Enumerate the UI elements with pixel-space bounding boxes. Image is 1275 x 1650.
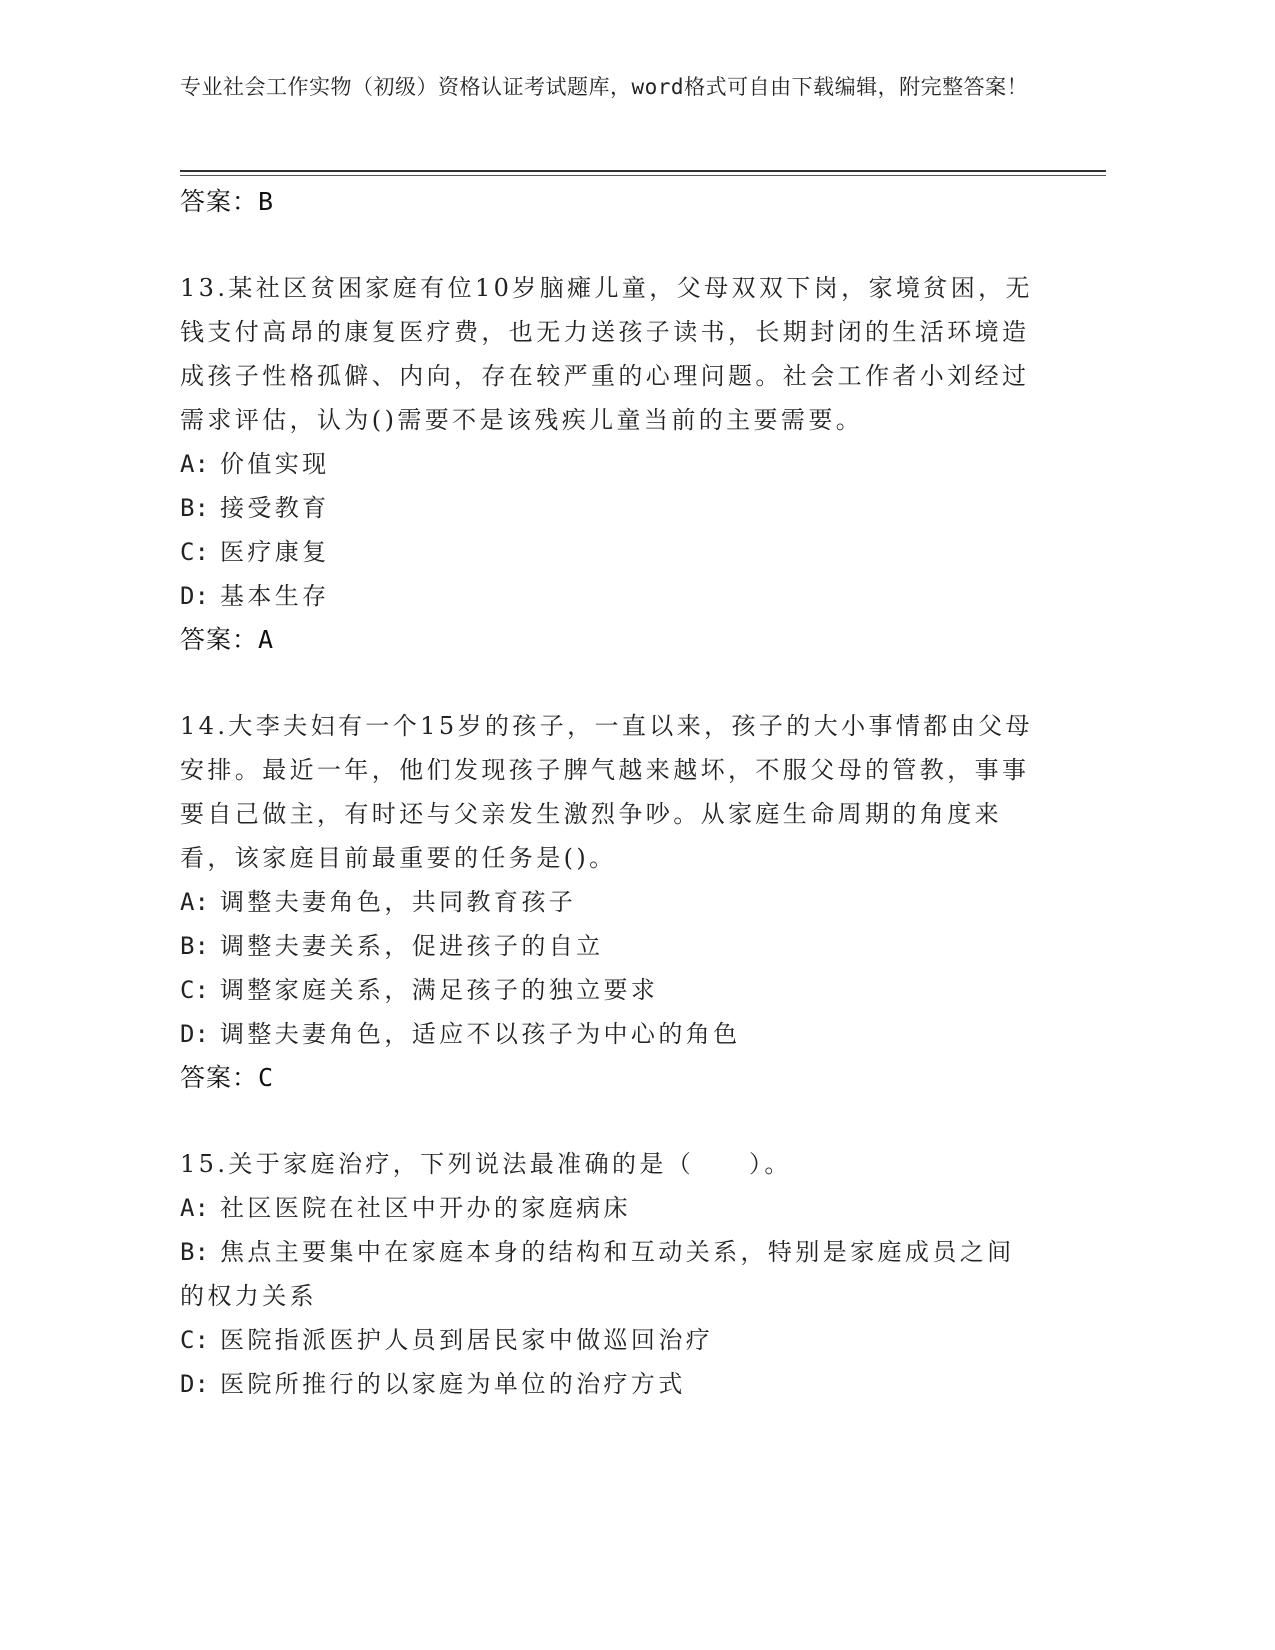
header-divider-thin [180,175,1106,176]
option-text: 调整家庭关系，满足孩子的独立要求 [219,976,659,1004]
option-text: 社区医院在社区中开办的家庭病床 [219,1194,631,1222]
question-15-option-c [180,1318,1040,1362]
option-letter: C: [180,538,209,566]
question-14-option-d [180,1012,1040,1056]
answer-value: A [258,625,275,654]
option-text: 基本生存 [219,582,330,610]
question-stem-13: 13.某社区贫困家庭有位10岁脑瘫儿童，父母双双下岗，家境贫困，无钱支付高昂的康复医疗费，也无力送孩子读书，长期封闭的生活环境造成孩子性格孤僻、内向，存在较严重的心理问题。社会工作者小刘经过需求评估，认为()需要不是该残疾儿童当前的主要需要。 [180,274,1033,434]
option-text: 接受教育 [219,494,330,522]
answer-label: 答案： [180,625,259,654]
option-letter: D: [180,1020,209,1048]
question-15-option-d [180,1362,1040,1406]
question-content [180,180,1040,1406]
answer-label: 答案： [180,1063,259,1092]
question-14-option-b [180,924,1040,968]
option-letter: A: [180,888,209,916]
option-text: 医疗康复 [219,538,330,566]
option-letter: C: [180,1326,209,1354]
option-letter: D: [180,1370,209,1398]
answer-line-12 [180,180,1040,224]
page-header-text: 专业社会工作实物（初级）资格认证考试题库，word格式可自由下载编辑，附完整答案！ [180,75,1029,99]
question-13-option-c [180,530,1040,574]
option-letter: B: [180,1238,209,1266]
option-letter: B: [180,932,209,960]
option-text: 调整夫妻角色，适应不以孩子为中心的角色 [219,1020,741,1048]
header-divider-thick [180,170,1106,172]
question-13-option-b [180,486,1040,530]
answer-line-13 [180,618,1040,662]
option-letter: B: [180,494,209,522]
answer-line-14 [180,1056,1040,1100]
option-text: 焦点主要集中在家庭本身的结构和互动关系，特别是家庭成员之间的权力关系 [180,1238,1015,1310]
option-text: 调整夫妻角色，共同教育孩子 [219,888,577,916]
answer-value: B [258,187,275,216]
answer-label: 答案： [180,187,259,216]
answer-value: C [258,1063,275,1092]
option-letter: D: [180,582,209,610]
question-13-option-d [180,574,1040,618]
option-letter: A: [180,1194,209,1222]
option-text: 价值实现 [219,450,330,478]
question-14-option-a [180,880,1040,924]
question-15-option-b [180,1230,1040,1318]
option-text: 医院所推行的以家庭为单位的治疗方式 [219,1370,686,1398]
option-letter: C: [180,976,209,1004]
option-letter: A: [180,450,209,478]
question-15-option-a [180,1186,1040,1230]
question-13-option-a [180,442,1040,486]
question-stem-14: 14.大李夫妇有一个15岁的孩子，一直以来，孩子的大小事情都由父母安排。最近一年，他们发现孩子脾气越来越坏，不服父母的管教，事事要自己做主，有时还与父亲发生激烈争吵。从家庭生命周期的角度来看，该家庭目前最重要的任务是()。 [180,712,1033,872]
question-14-option-c [180,968,1040,1012]
question-stem-15: 15.关于家庭治疗，下列说法最准确的是（ ）。 [180,1150,792,1178]
option-text: 医院指派医护人员到居民家中做巡回治疗 [219,1326,714,1354]
option-text: 调整夫妻关系，促进孩子的自立 [219,932,604,960]
